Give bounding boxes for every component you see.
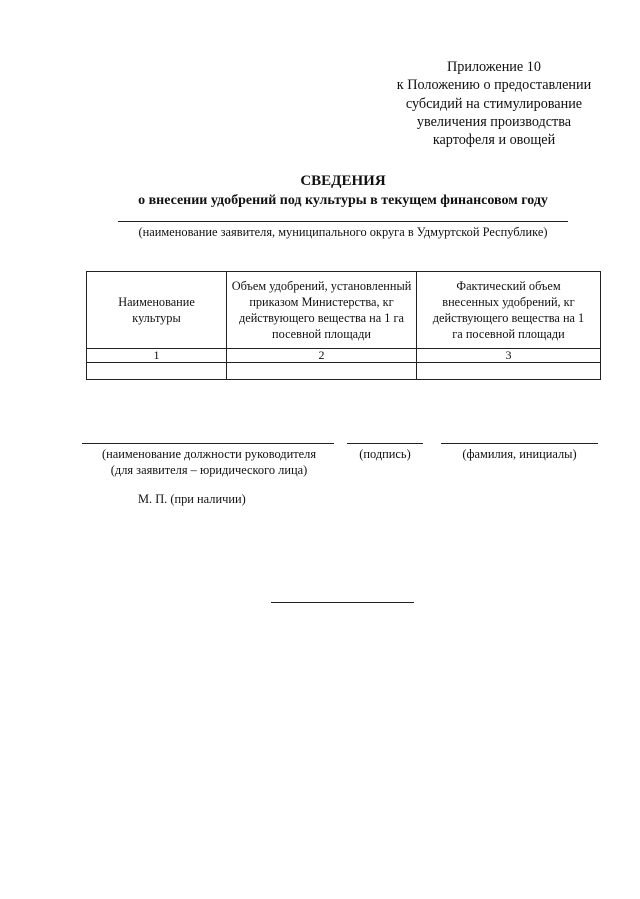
header-crop-name: Наименование культуры — [87, 272, 227, 349]
applicant-name-caption: (наименование заявителя, муниципального округа в Удмуртской Республике) — [138, 225, 548, 239]
bottom-separator — [271, 602, 414, 603]
header-actual-volume: Фактический объем внесенных удобрений, кг действующего вещества на 1 га посевной площади — [417, 272, 601, 349]
column-number: 2 — [227, 349, 417, 363]
appendix-line: картофеля и овощей — [432, 132, 556, 149]
appendix-line: к Положению о предоставлении — [396, 77, 592, 94]
position-caption: (наименование должности руководителя — [101, 447, 317, 461]
name-line — [441, 443, 598, 444]
applicant-name-line — [118, 221, 568, 222]
column-number: 3 — [417, 349, 601, 363]
position-caption-legal-entity: (для заявителя – юридического лица) — [110, 463, 308, 477]
table-cell — [417, 363, 601, 380]
signature-line — [347, 443, 423, 444]
appendix-line: увеличения производства — [416, 113, 572, 130]
document-subtitle: о внесении удобрений под культуры в текущем финансовом году — [138, 193, 548, 208]
table-column-numbers-row — [87, 349, 601, 363]
document-title: СВЕДЕНИЯ — [300, 173, 386, 189]
table-cell — [87, 363, 227, 380]
appendix-line: субсидий на стимулирование — [405, 95, 583, 112]
signature-caption: (подпись) — [359, 447, 411, 461]
position-line — [82, 443, 334, 444]
appendix-header — [378, 58, 610, 149]
fertilizer-table — [86, 271, 601, 380]
header-established-volume: Объем удобрений, установленный приказом Министерства, кг действующего вещества на 1 га посевной площади — [227, 272, 417, 349]
stamp-place: М. П. (при наличии) — [138, 492, 246, 506]
appendix-line: Приложение 10 — [447, 59, 541, 75]
table-row — [87, 363, 601, 380]
table-cell — [227, 363, 417, 380]
table-header-row — [87, 272, 601, 349]
column-number: 1 — [87, 349, 227, 363]
name-caption: (фамилия, инициалы) — [462, 447, 577, 461]
